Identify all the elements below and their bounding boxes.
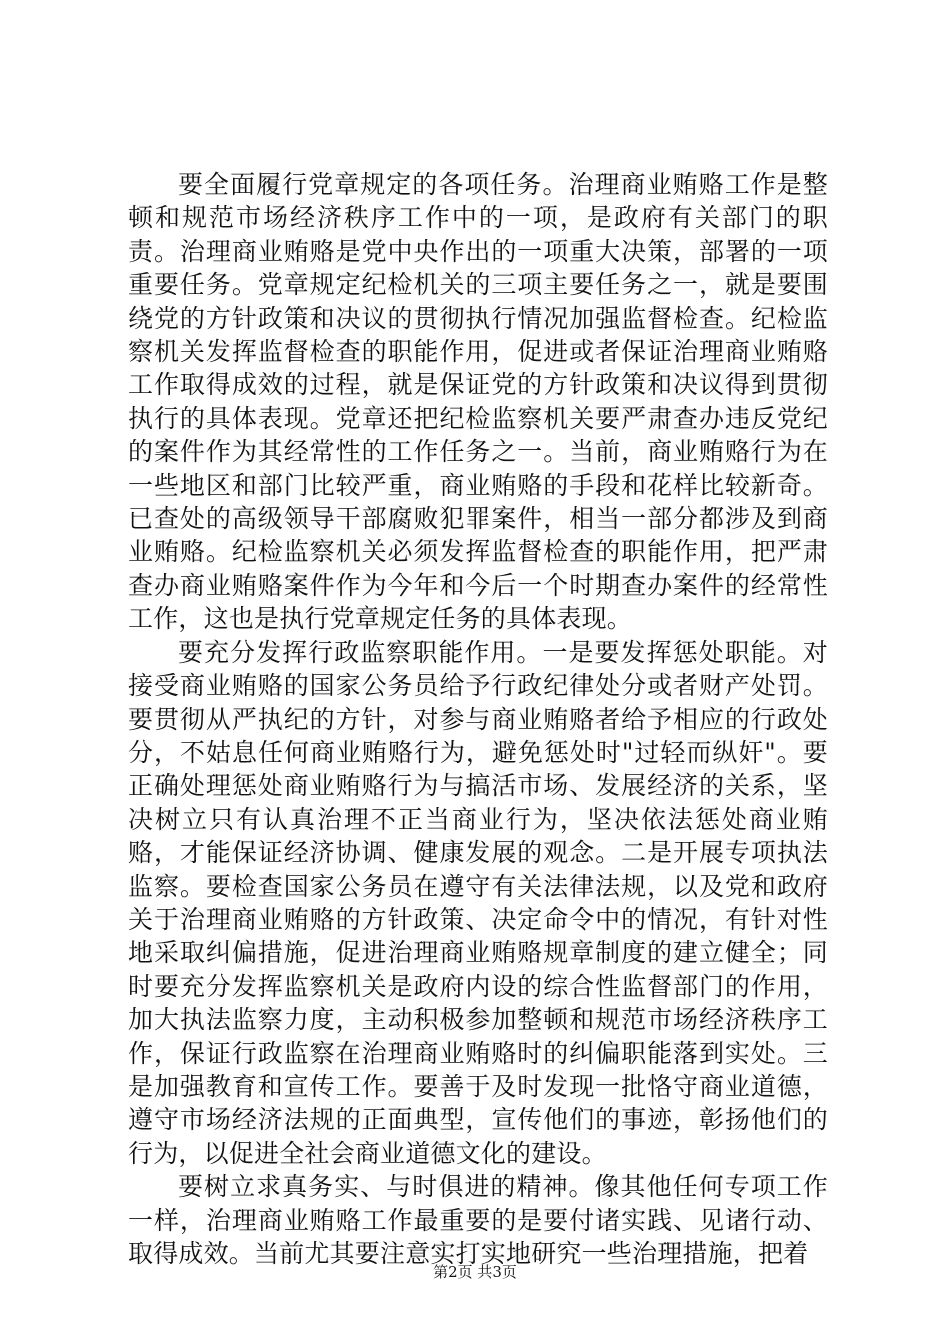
document-body xyxy=(128,168,828,1270)
paragraph-1: 要全面履行党章规定的各项任务。治理商业贿赂工作是整顿和规范市场经济秩序工作中的一项，是政府有关部门的职责。治理商业贿赂是党中央作出的一项重大决策，部署的一项重要任务。党章规定纪检机关的三项主要任务之一，就是要围绕党的方针政策和决议的贯彻执行情况加强监督检查。纪检监察机关发挥监督检查的职能作用，促进或者保证治理商业贿赂工作取得成效的过程，就是保证党的方针政策和决议得到贯彻执行的具体表现。党章还把纪检监察机关要严肃查办违反党纪的案件作为其经常性的工作任务之一。当前，商业贿赂行为在一些地区和部门比较严重，商业贿赂的手段和花样比较新奇。已查处的高级领导干部腐败犯罪案件，相当一部分都涉及到商业贿赂。纪检监察机关必须发挥监督检查的职能作用，把严肃查办商业贿赂案件作为今年和今后一个时期查办案件的经常性工作，这也是执行党章规定任务的具体表现。 xyxy=(128,170,828,634)
paragraph-2: 要充分发挥行政监察职能作用。一是要发挥惩处职能。对接受商业贿赂的国家公务员给予行政纪律处分或者财产处罚。要贯彻从严执纪的方针，对参与商业贿赂者给予相应的行政处分，不姑息任何商业贿赂行为，避免惩处时"过轻而纵奸"。要正确处理惩处商业贿赂行为与搞活市场、发展经济的关系，坚决树立只有认真治理不正当商业行为，坚决依法惩处商业贿赂，才能保证经济协调、健康发展的观念。二是开展专项执法监察。要检查国家公务员在遵守有关法律法规，以及党和政府关于治理商业贿赂的方针政策、决定命令中的情况，有针对性地采取纠偏措施，促进治理商业贿赂规章制度的建立健全；同时要充分发挥监察机关是政府内设的综合性监督部门的作用，加大执法监察力度，主动积极参加整顿和规范市场经济秩序工作，保证行政监察在治理商业贿赂时的纠偏职能落到实处。三是加强教育和宣传工作。要善于及时发现一批恪守商业道德，遵守市场经济法规的正面典型，宣传他们的事迹，彰扬他们的行为，以促进全社会商业道德文化的建设。 xyxy=(128,637,828,1168)
paragraph-3: 要树立求真务实、与时俱进的精神。像其他任何专项工作一样，治理商业贿赂工作最重要的是要付诸实践、见诸行动、取得成效。当前尤其要注意实打实地研究一些治理措施，把着 xyxy=(128,1172,828,1268)
page-footer: 第2页 共3页 xyxy=(433,1263,517,1281)
